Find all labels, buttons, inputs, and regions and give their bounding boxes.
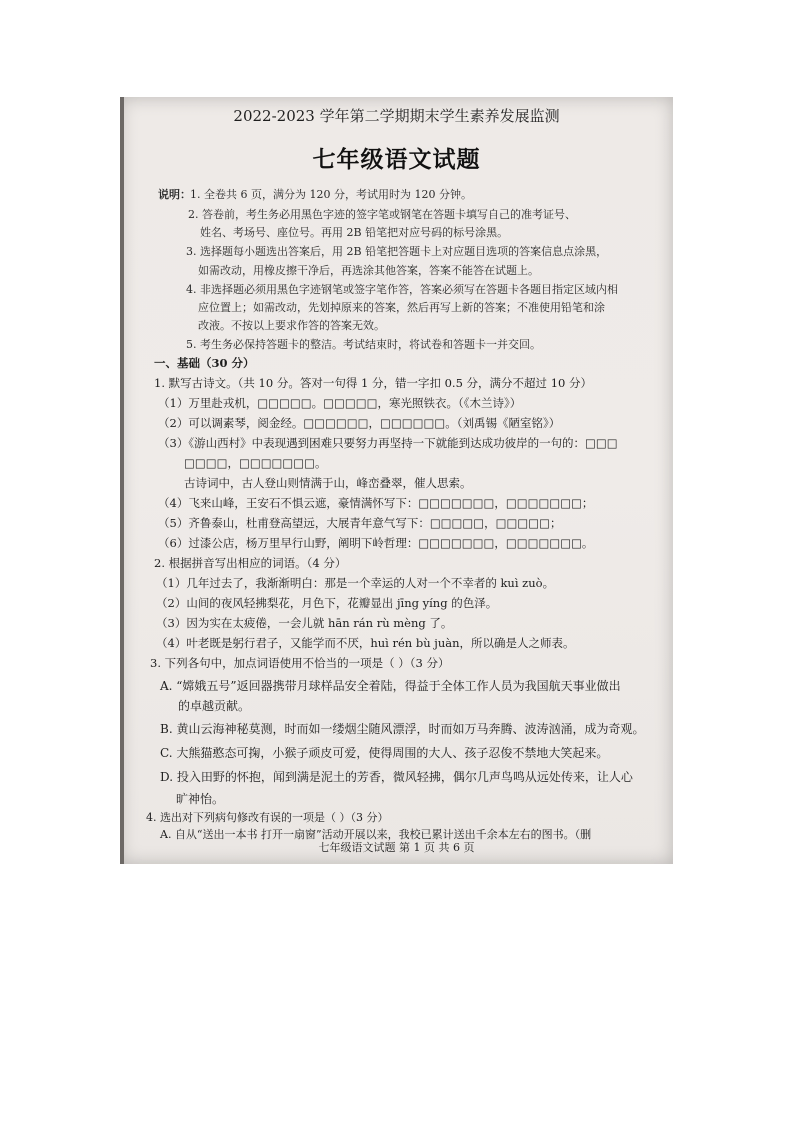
question-4-option: A. 自从“送出一本书 打开一扇窗”活动开展以来，我校已累计送出千余本左右的图书。（删 [160, 828, 592, 841]
instruction-line: 5. 考生务必保持答题卡的整洁。考试结束时，将试卷和答题卡一并交回。 [186, 338, 541, 351]
instruction-line: 1. 全卷共 6 页，满分为 120 分，考试用时为 120 分钟。 [190, 188, 472, 201]
question-2-line: （2）山间的夜风轻拂梨花，月色下，花瓣显出 jīng yíng 的色泽。 [156, 596, 498, 610]
question-1-line: （1）万里赴戎机，□□□□□。□□□□□，寒光照铁衣。（《木兰诗》） [158, 396, 522, 410]
instruction-line: 应位置上；如需改动，先划掉原来的答案，然后再写上新的答案；不准使用铅笔和涂 [198, 301, 605, 314]
question-1-line: （2）可以调素琴，阅金经。□□□□□□，□□□□□□。（刘禹锡《陋室铭》） [158, 416, 561, 430]
question-1-line: （5）齐鲁泰山，杜甫登高望远，大展青年意气写下：□□□□□，□□□□□； [158, 516, 562, 530]
photo-dark-edge [120, 97, 124, 864]
question-3-option: 的卓越贡献。 [178, 699, 251, 713]
question-1-line: （4）飞来山峰，王安石不惧云遮，豪情满怀写下：□□□□□□□，□□□□□□□； [158, 496, 594, 510]
question-1-stem: 1. 默写古诗文。（共 10 分。答对一句得 1 分，错一字扣 0.5 分，满分不超过 10 分） [154, 376, 592, 390]
instruction-line: 如需改动，用橡皮擦干净后，再选涂其他答案，答案不能答在试题上。 [198, 264, 539, 277]
paper-title: 七年级语文试题 [312, 146, 481, 173]
instruction-line: 2. 答卷前，考生务必用黑色字迹的签字笔或钢笔在答题卡填写自己的准考证号、 [188, 208, 576, 221]
question-1-line: 古诗词中，古人登山则情满于山，峰峦叠翠，催人思索。 [184, 476, 472, 490]
question-2-line: （1）几年过去了，我渐渐明白：那是一个幸运的人对一个不幸者的 kuì zuò。 [156, 576, 555, 590]
question-2-line: （4）叶老既是躬行君子，又能学而不厌，huì rén bù juàn，所以确是人之师表。 [156, 636, 575, 650]
instruction-line: 改液。不按以上要求作答的答案无效。 [198, 319, 385, 332]
section-heading: 一、基础（30 分） [154, 356, 255, 370]
instruction-line: 3. 选择题每小题选出答案后，用 2B 铅笔把答题卡上对应题目选项的答案信息点涂黑， [186, 245, 608, 258]
page-footer: 七年级语文试题 第 1 页 共 6 页 [318, 841, 475, 854]
exam-title: 2022-2023 学年第二学期期末学生素养发展监测 [233, 107, 560, 125]
instructions-label: 说明： [158, 188, 191, 201]
question-4-stem: 4. 选出对下列病句修改有误的一项是（ ）（3 分） [146, 811, 389, 824]
question-3-option: C. 大熊猫憨态可掬，小猴子顽皮可爱，使得周围的大人、孩子忍俊不禁地大笑起来。 [160, 746, 609, 760]
question-2-line: （3）因为实在太疲倦，一会儿就 hān rán rù mèng 了。 [156, 616, 453, 630]
question-2-stem: 2. 根据拼音写出相应的词语。（4 分） [154, 556, 347, 570]
question-3-option: B. 黄山云海神秘莫测，时而如一缕烟尘随风漂浮，时而如万马奔腾、波涛汹涌，成为奇观。 [160, 722, 645, 736]
question-3-option: A. “嫦娥五号”返回器携带月球样品安全着陆，得益于全体工作人员为我国航天事业做出 [160, 679, 621, 693]
question-3-option: D. 投入田野的怀抱，闻到满是泥土的芳香，微风轻拂，偶尔几声鸟鸣从远处传来，让人心 [160, 770, 633, 784]
instruction-line: 4. 非选择题必须用黑色字迹钢笔或签字笔作答，答案必须写在答题卡各题目指定区域内相 [186, 283, 618, 296]
instruction-line: 姓名、考场号、座位号。再用 2B 铅笔把对应号码的标号涂黑。 [200, 226, 509, 239]
exam-page-photo [120, 97, 673, 864]
question-1-line: （6）过漆公店，杨万里早行山野，阐明下岭哲理：□□□□□□□，□□□□□□□。 [158, 536, 594, 550]
question-3-stem: 3. 下列各句中，加点词语使用不恰当的一项是（ ）（3 分） [150, 656, 450, 670]
question-1-line: （3）《游山西村》中表现遇到困难只要努力再坚持一下就能到达成功彼岸的一句的：□□□ [158, 436, 618, 450]
question-1-line: □□□□，□□□□□□□。 [184, 456, 327, 470]
question-3-option: 旷神怡。 [176, 792, 225, 806]
